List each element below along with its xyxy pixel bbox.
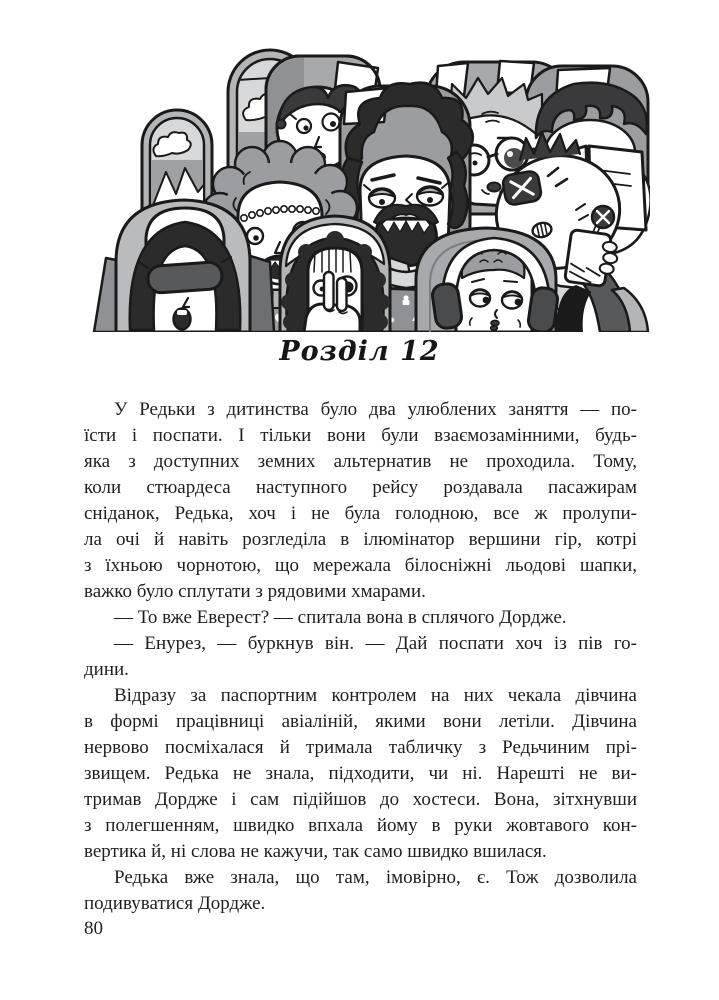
text-line: тримав Дордже і сам підійшов до хостеси. Вона, зітхнувши (84, 789, 637, 810)
text-line: Редька вже знала, що там, імовірно, є. Тож дозволила (114, 867, 637, 888)
cabin-illustration (90, 40, 650, 332)
text-line: Відразу за паспортним контролем на них чекала дівчина (114, 685, 637, 706)
text-line: їсти і поспати. І тільки вони були взаємозамінними, будь- (84, 425, 637, 446)
text-line: — Енурез, — буркнув він. — Дай поспати хоч із пів го- (114, 633, 637, 654)
sleep-mask-icon (147, 261, 223, 293)
text-line: сніданок, Редька, хоч і не була голодною, все ж пролупи- (84, 503, 637, 524)
body-text (84, 397, 637, 917)
text-line: в формі працівниці авіаліній, якими вони летіли. Дівчина (84, 711, 637, 732)
text-line: ла очі й навіть розгледіла в ілюмінатор вершини гір, котрі (84, 529, 637, 550)
cabin-illustration-svg (90, 40, 650, 332)
passenger-headphones-kid (416, 228, 559, 332)
chapter-title: Розділ 12 (279, 336, 440, 367)
text-line: яка з доступних земних альтернатив не проходила. Тому, (84, 451, 637, 472)
text-line: вертика й, ні слова не кажучи, так само швидко вшилася. (84, 841, 547, 862)
text-line: дини. (84, 659, 129, 680)
text-line: У Редьки з дитинства було два улюблених заняття — по- (114, 399, 637, 420)
text-line: нервово посміхалася й тримала табличку з Редьчиним прі- (84, 737, 637, 758)
text-line: звищем. Редька не знала, підходити, чи ні. Нарешті не ви- (84, 763, 637, 784)
text-line: подивуватися Дордже. (84, 893, 266, 914)
text-line: з полегшенням, швидко впхала йому в руки жовтавого кон- (84, 815, 637, 836)
text-line: важко було сплутати з рядовими хмарами. (84, 581, 426, 602)
passenger-scared-woman (280, 216, 390, 332)
text-line: коли стюардеса наступного рейсу роздавала пасажирам (84, 477, 637, 498)
text-line: з їхньою чорнотою, що мережала білосніжні льодові шапки, (84, 555, 637, 576)
text-line: — То вже Еверест? — спитала вона в сплячого Дордже. (114, 607, 567, 628)
page-number: 80 (84, 918, 103, 939)
